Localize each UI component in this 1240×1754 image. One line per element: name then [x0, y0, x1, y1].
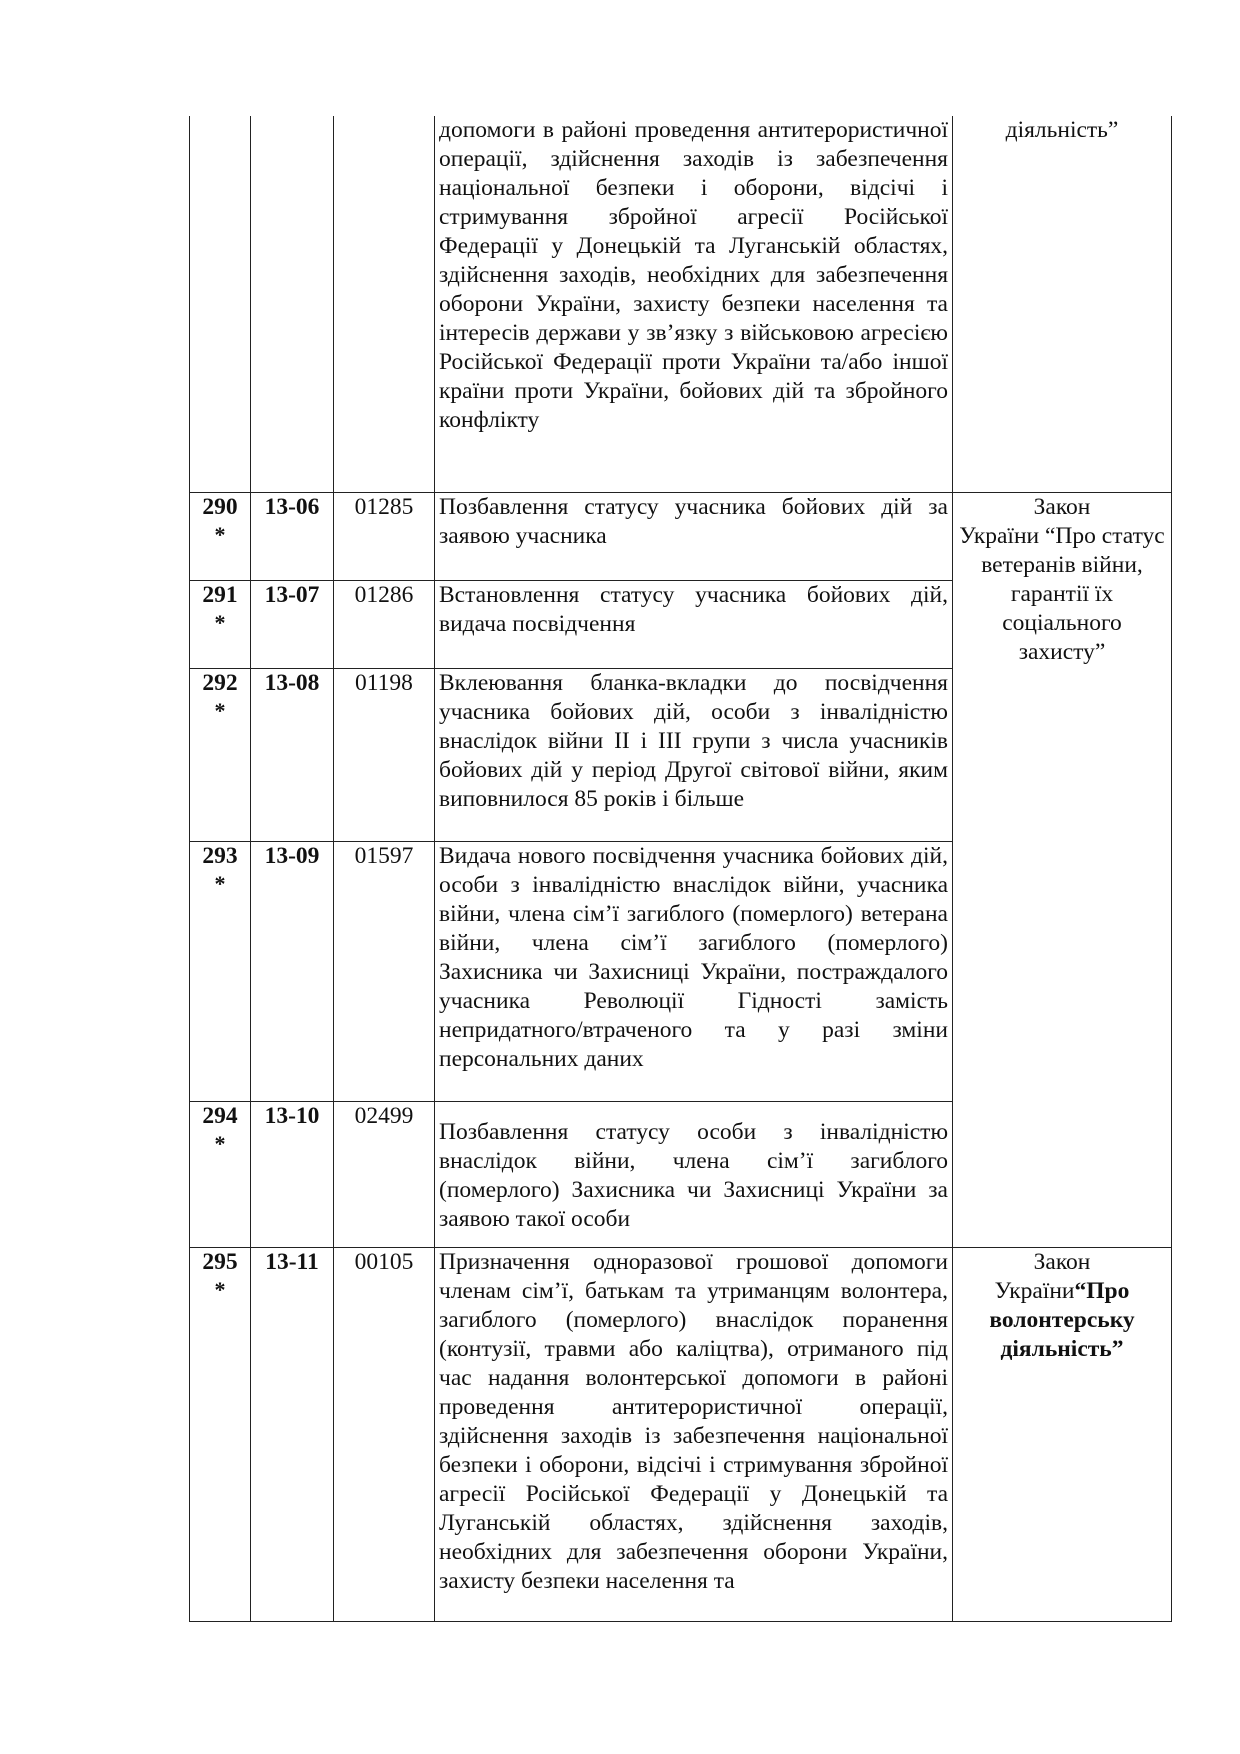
asterisk-mark: *	[214, 521, 226, 547]
table-row	[190, 1247, 1172, 1621]
law-cell-veterans	[953, 492, 1172, 1247]
row-id: 01286	[334, 580, 435, 668]
row-code: 13-06	[251, 492, 334, 580]
table-row-continuation	[190, 116, 1172, 492]
row-description: Видача нового посвідчення учасника бойових дій, особи з інвалідністю внаслідок війни, учасника війни, члена сім’ї загиблого (померлого) ветерана війни, члена сім’ї загиблого (померлого) Захисника чи Захисниці України, постраждалого учасника Революції Гідності замість непридатного/втраченого та у разі зміни персональних даних	[435, 841, 953, 1101]
row-code: 13-11	[251, 1247, 334, 1621]
law-name-bold: “Про волонтерську діяльність”	[989, 1277, 1135, 1362]
row-id: 01198	[334, 668, 435, 841]
row-number: 295 *	[190, 1247, 251, 1621]
num-cell	[190, 116, 251, 492]
law-title: Закон	[1033, 493, 1091, 520]
row-number: 293 *	[190, 841, 251, 1101]
law-cell: діяльність”	[953, 116, 1172, 492]
asterisk-mark: *	[214, 1276, 226, 1302]
description-cell: допомоги в районі проведення антитерористичної операції, здійснення заходів із забезпечення національної безпеки і оборони, відсічі і стримування збройної агресії Російської Федерації у Донецькій та Луганській областях, здійснення заходів, необхідних для забезпечення оборони України, захисту безпеки населення та інтересів держави у зв’язку з військовою агресією Російської Федерації проти України та/або іншої країни проти України, бойових дій та збройного конфлікту	[435, 116, 953, 492]
row-number: 290 *	[190, 492, 251, 580]
law-name: України“Про волонтерську діяльність”	[989, 1277, 1135, 1362]
row-description: Встановлення статусу учасника бойових дій, видача посвідчення	[435, 580, 953, 668]
row-description: Вклеювання бланка-вкладки до посвідчення учасника бойових дій, особи з інвалідністю внаслідок війни II і III групи з числа учасників бойових дій у період Другої світової війни, яким виповнилося 85 років і більше	[435, 668, 953, 841]
asterisk-mark: *	[214, 697, 226, 723]
row-id: 01285	[334, 492, 435, 580]
table-row	[190, 492, 1172, 580]
row-number: 292 *	[190, 668, 251, 841]
law-title: Закон	[1033, 1248, 1091, 1275]
services-table	[189, 116, 1172, 1622]
row-id: 00105	[334, 1247, 435, 1621]
row-number: 291 *	[190, 580, 251, 668]
law-cell-volunteer	[953, 1247, 1172, 1621]
row-description: Позбавлення статусу особи з інвалідністю внаслідок війни, члена сім’ї загиблого (померлого) Захисника чи Захисниці України за заявою такої особи	[435, 1101, 953, 1247]
id-cell	[334, 116, 435, 492]
row-id: 01597	[334, 841, 435, 1101]
asterisk-mark: *	[214, 609, 226, 635]
row-description: Позбавлення статусу учасника бойових дій за заявою учасника	[435, 492, 953, 580]
row-code: 13-09	[251, 841, 334, 1101]
row-code: 13-10	[251, 1101, 334, 1247]
row-code: 13-08	[251, 668, 334, 841]
asterisk-mark: *	[214, 870, 226, 896]
row-code: 13-07	[251, 580, 334, 668]
row-number: 294 *	[190, 1101, 251, 1247]
row-description: Призначення одноразової грошової допомоги членам сім’ї, батькам та утриманцям волонтера, загиблого (померлого) внаслідок поранення (контузії, травми або каліцтва), отриманого під час надання волонтерської допомоги в районі проведення антитерористичної операції, здійснення заходів із забезпечення національної безпеки і оборони, відсічі і стримування збройної агресії Російської Федерації у Донецькій та Луганській областях, здійснення заходів, необхідних для забезпечення оборони України, захисту безпеки населення та	[435, 1247, 953, 1621]
code-cell	[251, 116, 334, 492]
law-name: України “Про статус ветеранів війни, гарантії їх соціального захисту”	[959, 522, 1165, 665]
asterisk-mark: *	[214, 1130, 226, 1156]
row-id: 02499	[334, 1101, 435, 1247]
